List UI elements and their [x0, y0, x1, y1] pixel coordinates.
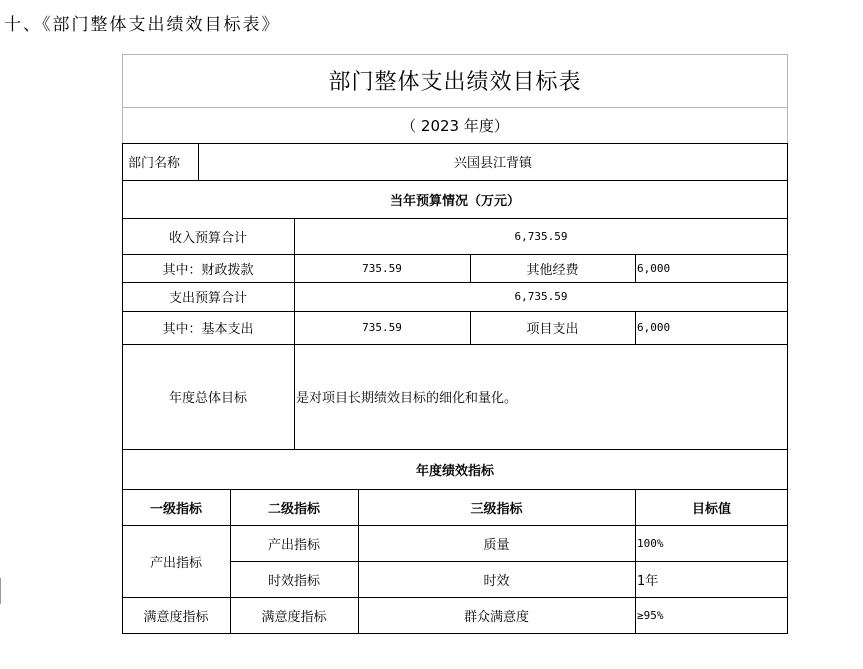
- row3-level2: 满意度指标: [261, 609, 327, 625]
- project-expense-label: 项目支出: [526, 322, 579, 337]
- basic-expense-value: 735.59: [362, 321, 402, 334]
- table-year: （ 2023 年度）: [401, 116, 509, 135]
- grid-h-13: [122, 633, 788, 634]
- col-header-target: 目标值: [691, 501, 731, 517]
- col-header-level3: 三级指标: [470, 501, 523, 517]
- income-total-label: 收入预算合计: [168, 230, 247, 246]
- row3-target: ≥95%: [637, 608, 664, 622]
- col-header-level1: 一级指标: [149, 501, 202, 517]
- project-expense-value: 6,000: [637, 321, 671, 334]
- other-funds-label: 其他经费: [526, 262, 579, 278]
- page-edge-mark: [0, 578, 1, 604]
- row2-level3: 时效: [483, 573, 510, 589]
- basic-expense-label: 其中：基本支出: [162, 322, 254, 337]
- row1-target: 100%: [637, 536, 664, 550]
- row2-target: 1年: [637, 573, 659, 589]
- fiscal-label: 其中：财政拨款: [162, 262, 254, 278]
- table-row: [122, 561, 788, 597]
- row3-level3: 群众满意度: [463, 609, 529, 625]
- fiscal-value: 735.59: [362, 261, 402, 275]
- row1-level2: 产出指标: [267, 537, 320, 553]
- row-level1-output: 产出指标: [149, 555, 202, 571]
- col-header-level2: 二级指标: [267, 501, 320, 517]
- row1-level3: 质量: [483, 537, 510, 553]
- budget-header: 当年预算情况（万元）: [389, 193, 520, 209]
- section-heading: 十、《部门整体支出绩效目标表》: [4, 15, 281, 35]
- performance-header: 年度绩效指标: [415, 463, 494, 479]
- expense-total-label: 支出预算合计: [168, 291, 247, 306]
- performance-goal-table: [122, 54, 788, 634]
- annual-goal-label: 年度总体目标: [168, 391, 247, 406]
- other-funds-value: 6,000: [637, 261, 671, 275]
- table-row: [122, 525, 788, 561]
- dept-name-value: 兴国县江背镇: [453, 156, 532, 171]
- annual-goal-value: 是对项目长期绩效目标的细化和量化。: [296, 391, 518, 406]
- expense-total-value: 6,735.59: [514, 290, 568, 303]
- row2-level2: 时效指标: [267, 573, 320, 589]
- row3-level1: 满意度指标: [143, 609, 209, 625]
- table-title: 部门整体支出绩效目标表: [328, 70, 582, 95]
- income-total-value: 6,735.59: [514, 229, 568, 243]
- table-row: [122, 597, 788, 633]
- dept-name-label: 部门名称: [128, 156, 181, 171]
